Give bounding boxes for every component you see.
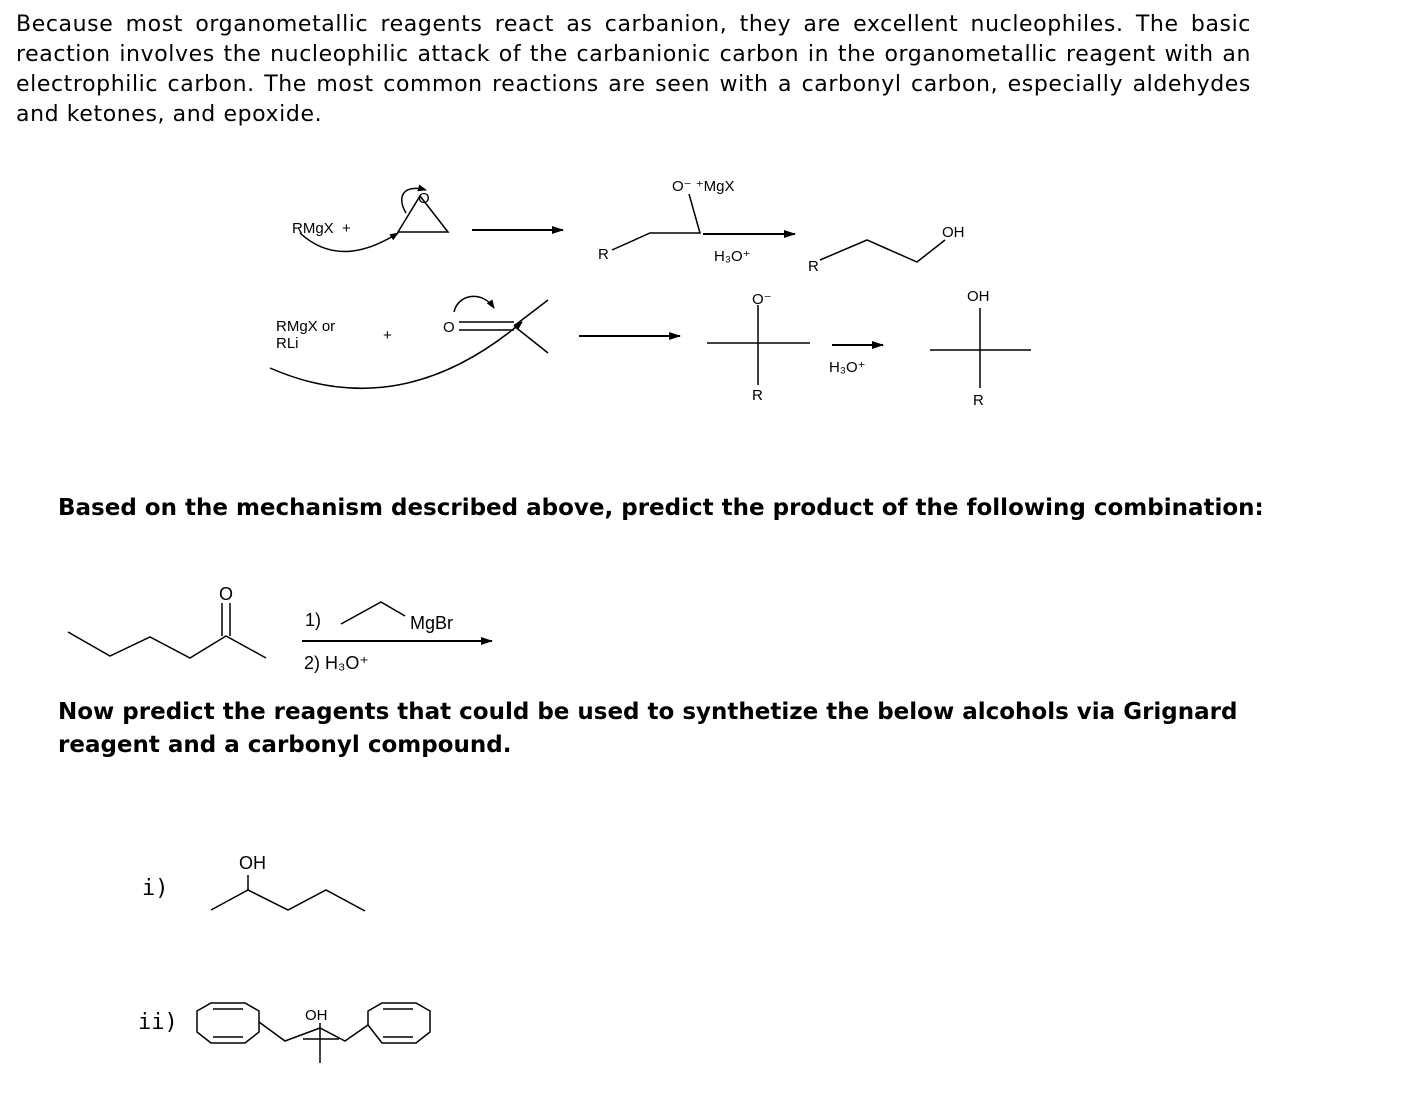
- curved-arrow-pi-bond: [454, 296, 494, 312]
- r-group-label: R: [973, 392, 984, 409]
- epoxide-reaction-row: [300, 188, 945, 262]
- alkoxide-intermediate-skeleton: [612, 194, 700, 250]
- hydroxyl-label: OH: [239, 853, 266, 873]
- rmgx-reagent-label: RMgX +: [292, 220, 351, 237]
- target-alcohol-i: [211, 875, 365, 911]
- item-i-label: i): [142, 876, 169, 901]
- step1-label: 1): [305, 610, 322, 630]
- hydroxyl-label: OH: [942, 224, 965, 241]
- ethyl-group-skeleton: [341, 602, 405, 624]
- intro-paragraph: Because most organometallic reagents react as carbanion, they are excellent nucleophiles. The basic reaction involves the nucleophilic attack of the carbanionic carbon in the organometallic reagent with an electrophilic carbon. The most common reactions are seen with a carbonyl carbon, especially aldehydes and ketones, and epoxide.: [16, 12, 1251, 127]
- alkoxide-oxygen-label: O⁻: [752, 291, 772, 308]
- hydronium-label: H₃O⁺: [829, 359, 866, 376]
- r-group-label: R: [752, 387, 763, 404]
- plus-sign: +: [383, 327, 392, 344]
- ketone-oxygen-label: O: [219, 584, 234, 604]
- acetone-branches: [514, 300, 548, 353]
- carbonyl-oxygen-label: O: [443, 319, 455, 336]
- grignard-mgbr-label: MgBr: [410, 613, 454, 633]
- rmgx-or-label: RMgX or: [276, 318, 336, 335]
- hydronium-label: H₃O⁺: [714, 248, 751, 265]
- hydroxyl-label: OH: [305, 1007, 328, 1024]
- epoxide-oxygen-label: O: [418, 190, 430, 207]
- alkoxide-mgx-label: O⁻ ⁺MgX: [672, 178, 735, 195]
- 2-pentanone-skeleton: [68, 632, 266, 658]
- alcohol-product-skeleton: [820, 240, 945, 262]
- rli-label: RLi: [276, 335, 299, 352]
- hydroxyl-label: OH: [967, 288, 990, 305]
- r-group-label: R: [598, 246, 609, 263]
- alkoxide-intermediate-cross: [707, 305, 810, 385]
- question1-heading: Based on the mechanism described above, predict the product of the following combination:: [58, 495, 1264, 521]
- step2-label: 2) H₃O⁺: [304, 653, 369, 673]
- tertiary-alcohol-cross: [930, 308, 1031, 388]
- item-ii-label: ii): [138, 1010, 178, 1035]
- question2-heading: Now predict the reagents that could be used to synthetize the below alcohols via Grignard reagent and a carbonyl compound.: [58, 699, 1238, 758]
- r-group-label: R: [808, 258, 819, 275]
